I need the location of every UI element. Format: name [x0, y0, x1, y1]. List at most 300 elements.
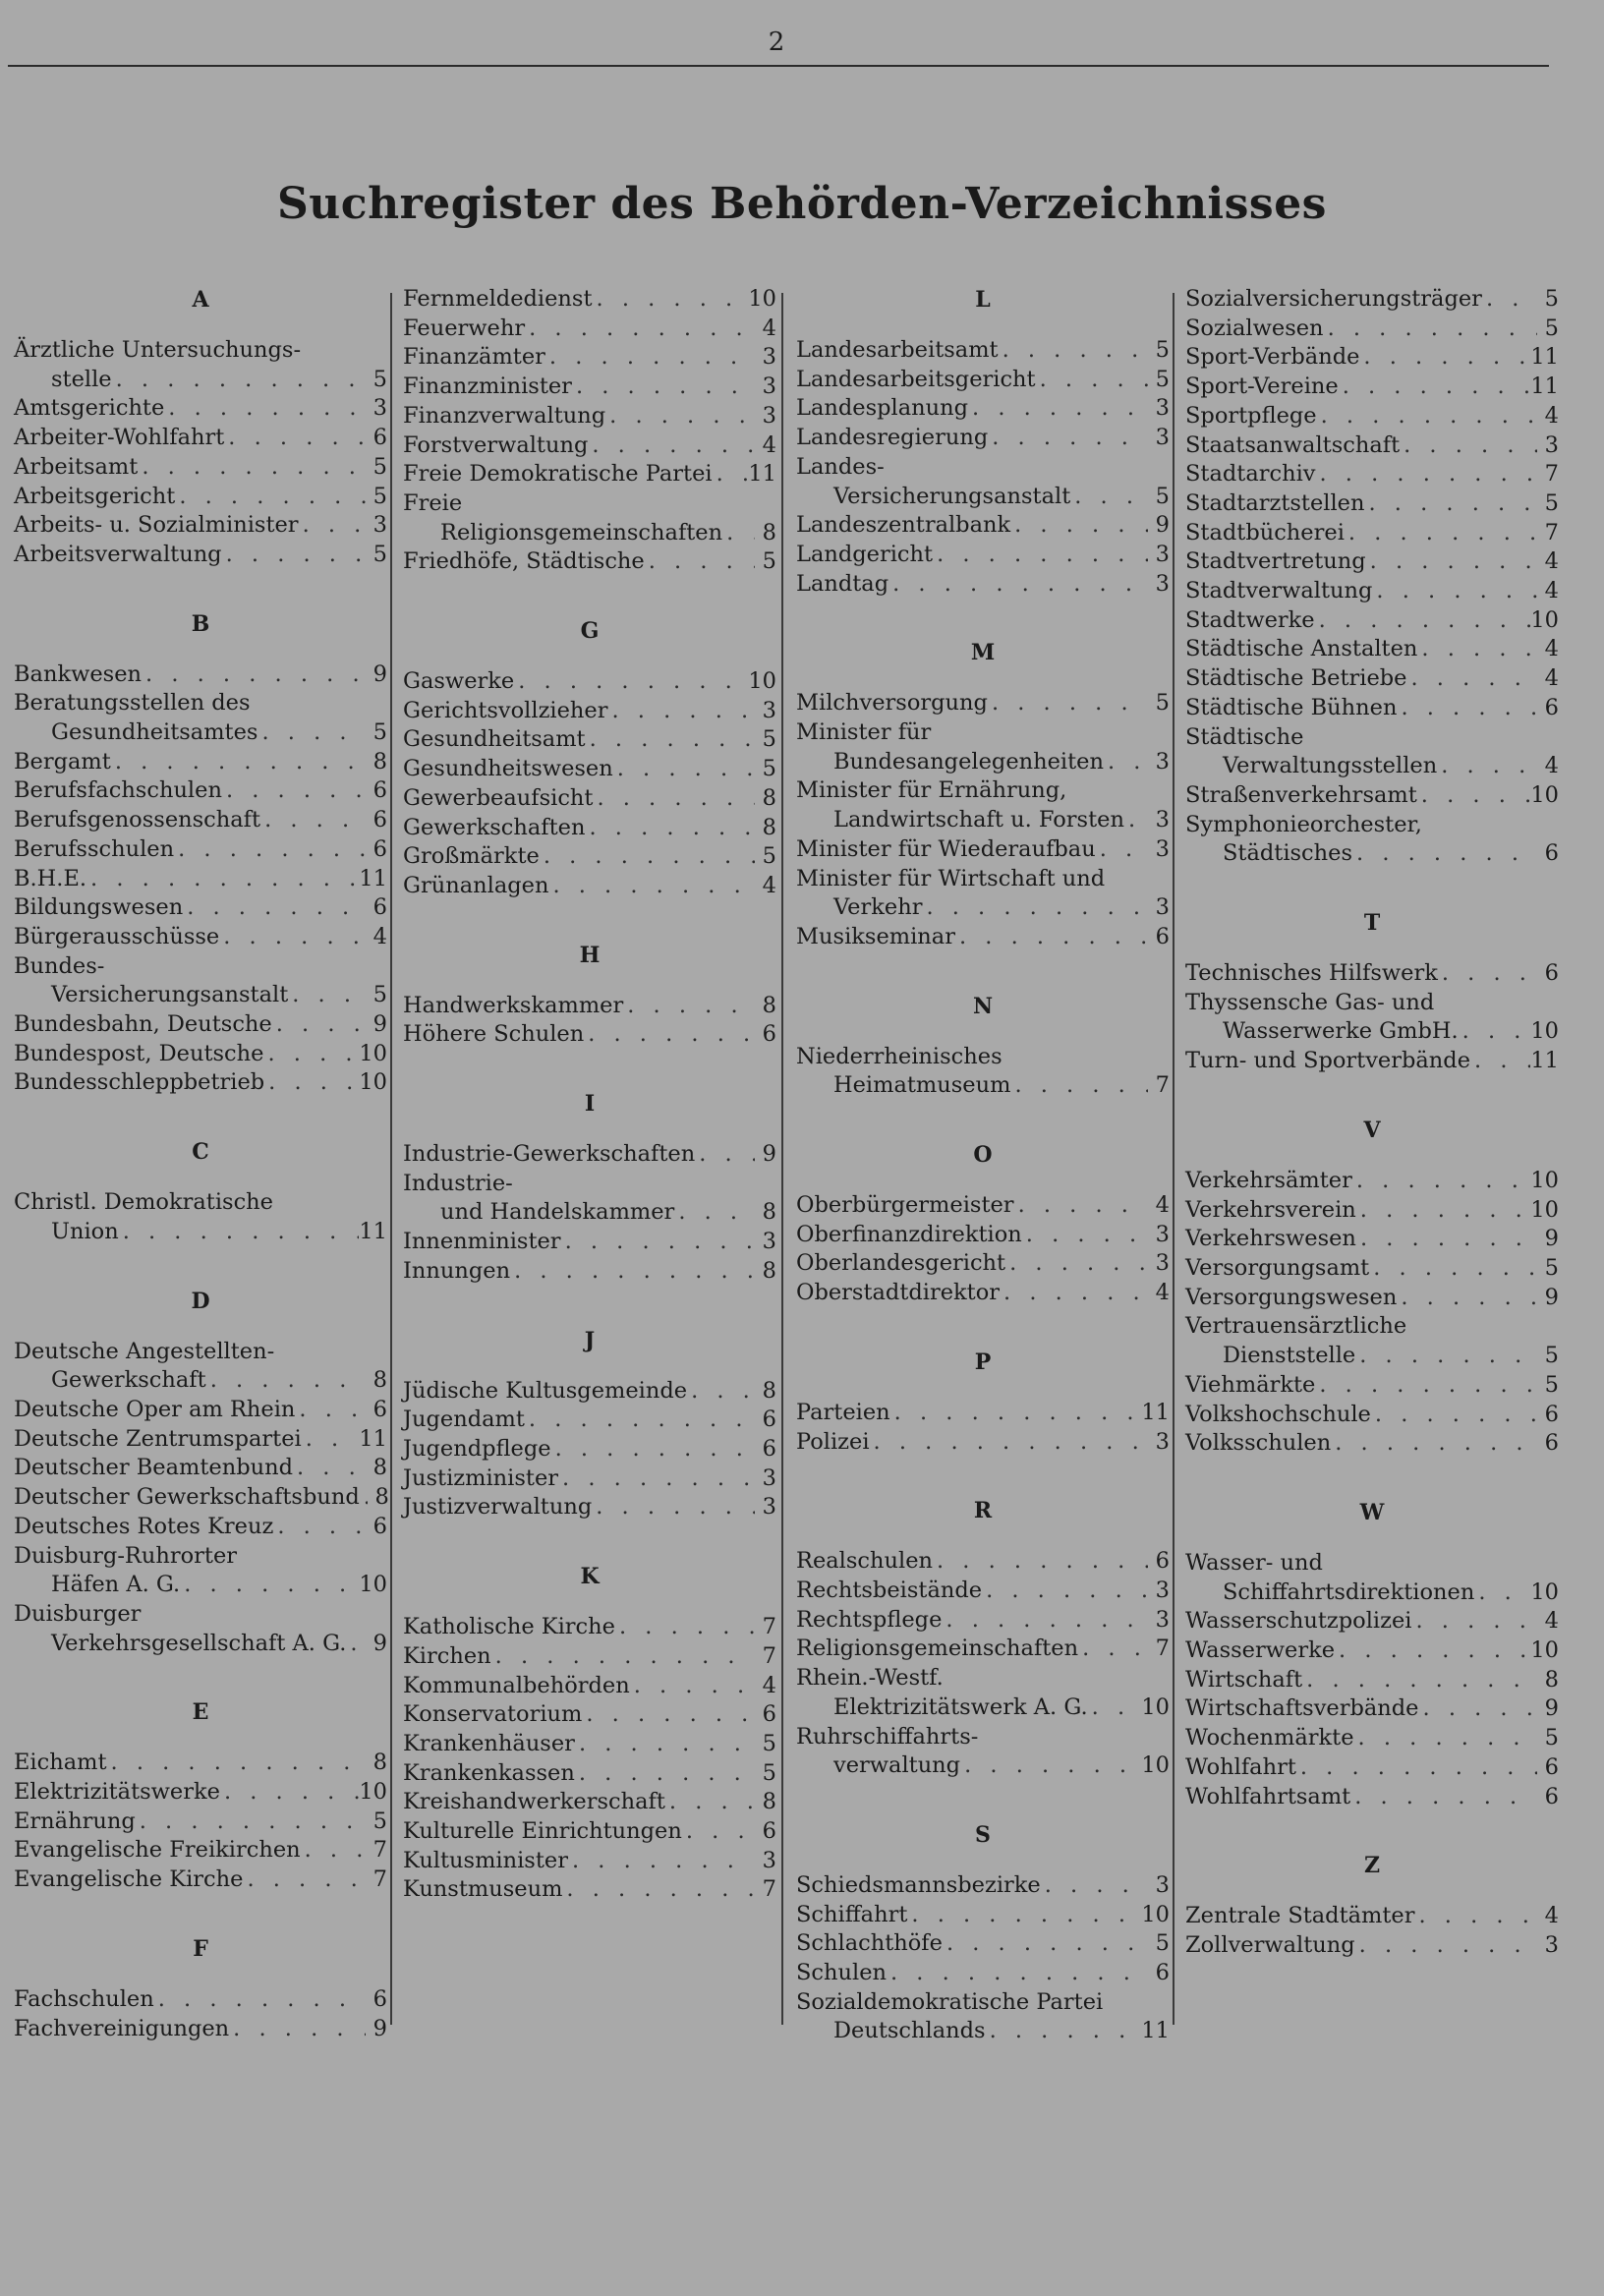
- column-divider-2: [781, 293, 783, 2025]
- entry-page-number: 9: [1544, 1695, 1559, 1722]
- index-entry: [14, 2015, 387, 2044]
- index-entry: [1185, 1607, 1559, 1636]
- entry-text: Landesregierung: [796, 425, 989, 451]
- index-entry: [403, 667, 776, 697]
- entry-text: Vertrauensärztliche: [1185, 1313, 1407, 1340]
- dot-leader: [1482, 285, 1537, 315]
- index-entry: [403, 1672, 776, 1701]
- entry-page-number: 7: [1544, 461, 1559, 488]
- entry-page-number: 6: [372, 425, 387, 451]
- entry-text: Landesplanung: [796, 395, 969, 422]
- entry-page-number: 6: [372, 777, 387, 804]
- dot-leader: [138, 453, 366, 483]
- entry-page-number: 4: [1544, 636, 1559, 662]
- dot-leader: [890, 1399, 1142, 1428]
- entry-page-number: 9: [1544, 1226, 1559, 1252]
- entry-text: Elektrizitätswerke: [14, 1779, 220, 1806]
- dot-leader: [1104, 748, 1148, 777]
- index-entry: [403, 1875, 776, 1905]
- entry-page-number: 10: [748, 668, 776, 695]
- index-entry: [14, 689, 387, 747]
- index-section: [14, 1287, 387, 1659]
- column-divider-3: [1173, 293, 1174, 2025]
- entry-page-number: 8: [372, 1750, 387, 1776]
- dot-leader: [260, 806, 366, 835]
- dot-leader: [1364, 489, 1537, 519]
- index-entry: [796, 1279, 1170, 1308]
- dot-leader: [922, 893, 1148, 923]
- index-entry: [1185, 694, 1559, 723]
- index-column-3: [796, 285, 1170, 2044]
- index-entry: [403, 1642, 776, 1672]
- dot-leader: [1078, 1635, 1148, 1664]
- dot-leader: [1438, 959, 1537, 989]
- entry-text: Ärztliche Untersuchungs-: [14, 337, 302, 363]
- entry-text: Gesundheitsamtes: [51, 719, 258, 746]
- entry-text: Realschulen: [796, 1548, 933, 1575]
- entry-page-number: 10: [1530, 1018, 1559, 1045]
- dot-leader: [1352, 839, 1537, 869]
- section-letter: G: [580, 618, 600, 645]
- entry-page-number: 8: [372, 1455, 387, 1481]
- entry-page-number: 3: [762, 1464, 776, 1491]
- index-entry: [403, 1435, 776, 1464]
- entry-page-number: 4: [1544, 402, 1559, 429]
- entry-text: Sportpflege: [1185, 402, 1317, 429]
- entry-page-number: 10: [359, 1779, 387, 1806]
- index-section: [796, 638, 1170, 951]
- entry-page-number: 5: [1155, 690, 1170, 717]
- entry-text: Duisburger: [14, 1600, 142, 1627]
- entry-text: Zollverwaltung: [1185, 1931, 1355, 1958]
- entry-text: und Handelskammer: [440, 1199, 675, 1226]
- index-entry: [1185, 811, 1559, 869]
- dot-leader: [933, 1547, 1148, 1577]
- entry-text: Evangelische Kirche: [14, 1866, 244, 1893]
- entry-page-number: 3: [1544, 431, 1559, 458]
- index-entry: [796, 453, 1170, 511]
- entry-text: Rechtspflege: [796, 1606, 943, 1633]
- entry-text: Arbeitsgericht: [14, 483, 176, 509]
- index-entry: [403, 1493, 776, 1522]
- entry-text: Oberstadtdirektor: [796, 1280, 1001, 1306]
- entry-page-number: 5: [372, 366, 387, 392]
- entry-text: Amtsgerichte: [14, 395, 165, 422]
- entry-text: Justizverwaltung: [403, 1494, 593, 1521]
- entry-text: Wasserschutzpolizei: [1185, 1608, 1412, 1635]
- entry-page-number: 3: [372, 512, 387, 539]
- dot-leader: [586, 725, 755, 755]
- entry-page-number: 11: [359, 1425, 387, 1452]
- entry-page-number: 7: [1155, 1636, 1170, 1662]
- index-entry: [1185, 1225, 1559, 1254]
- entry-text: Stadtbücherei: [1185, 519, 1345, 545]
- index-entry: [1185, 664, 1559, 694]
- entry-page-number: 5: [1544, 286, 1559, 312]
- entry-page-number: 8: [372, 748, 387, 775]
- entry-text: Wasserwerke GmbH.: [1223, 1018, 1459, 1045]
- index-section: [1185, 1116, 1559, 1459]
- entry-text: Landeszentralbank: [796, 512, 1011, 539]
- index-entry: [1185, 723, 1559, 781]
- dot-leader: [887, 1959, 1148, 1988]
- entry-text: Versorgungswesen: [1185, 1284, 1398, 1310]
- dot-leader: [175, 483, 366, 512]
- entry-text: Sozialversicherungsträger: [1185, 286, 1482, 312]
- dot-leader: [1407, 664, 1538, 694]
- entry-page-number: 9: [1155, 512, 1170, 539]
- section-letter: L: [975, 287, 991, 313]
- section-letter: Z: [1363, 1853, 1381, 1879]
- index-entry: [796, 1249, 1170, 1279]
- entry-page-number: 7: [762, 1642, 776, 1669]
- index-entry: [14, 511, 387, 541]
- index-entry: [796, 1428, 1170, 1458]
- dot-leader: [1345, 519, 1537, 548]
- entry-text: Industrie-: [403, 1170, 513, 1196]
- entry-text: Stadtvertretung: [1185, 548, 1366, 575]
- entry-page-number: 6: [1544, 1401, 1559, 1427]
- entry-page-number: 10: [1530, 1637, 1559, 1664]
- index-entry: [1185, 547, 1559, 577]
- entry-text: Landesarbeitsamt: [796, 337, 999, 363]
- entry-text: Schiedsmannsbezirke: [796, 1871, 1041, 1898]
- entry-page-number: 6: [372, 1396, 387, 1422]
- entry-page-number: 5: [372, 483, 387, 509]
- entry-page-number: 5: [372, 719, 387, 746]
- dot-leader: [1335, 1636, 1530, 1666]
- entry-text: Versicherungsanstalt: [51, 982, 289, 1008]
- dot-leader: [593, 285, 749, 315]
- entry-text: Finanzämter: [403, 344, 545, 371]
- section-letter: R: [973, 1498, 993, 1524]
- entry-page-number: 5: [1155, 483, 1170, 509]
- entry-page-number: 9: [762, 1141, 776, 1168]
- entry-text: Minister für Wirtschaft und: [796, 865, 1106, 891]
- dot-leader: [986, 2017, 1142, 2046]
- entry-text: Elektrizitätswerk A. G.: [833, 1693, 1088, 1720]
- index-entry: [14, 952, 387, 1010]
- index-entry: [1185, 1783, 1559, 1812]
- section-letter: S: [975, 1821, 991, 1848]
- dot-leader: [561, 1228, 755, 1257]
- entry-text: Krankenhäuser: [403, 1730, 575, 1756]
- index-entry: [403, 1788, 776, 1817]
- dot-leader: [111, 748, 366, 777]
- index-entry: [796, 1635, 1170, 1664]
- dot-leader: [142, 660, 366, 690]
- entry-page-number: 8: [1544, 1666, 1559, 1693]
- dot-leader: [1315, 460, 1537, 489]
- index-entry: [14, 776, 387, 806]
- dot-leader: [302, 1425, 360, 1455]
- dot-leader: [645, 547, 755, 577]
- index-entry: [14, 660, 387, 690]
- entry-text: Landtag: [796, 570, 889, 597]
- entry-text: Städtische Anstalten: [1185, 636, 1418, 662]
- entry-text: Bundes-: [14, 952, 105, 979]
- entry-page-number: 5: [762, 1759, 776, 1786]
- entry-text: Landwirtschaft u. Forsten: [833, 807, 1124, 833]
- section-letter: B: [191, 610, 210, 637]
- dot-leader: [243, 1866, 366, 1895]
- index-entry: [403, 1817, 776, 1847]
- entry-page-number: 3: [1155, 748, 1170, 775]
- entry-text: Krankenkassen: [403, 1759, 575, 1786]
- entry-page-number: 3: [762, 697, 776, 723]
- index-entry: [403, 992, 776, 1021]
- entry-page-number: 9: [372, 1630, 387, 1656]
- page-title: Suchregister des Behörden-Verzeichnisses: [277, 179, 1327, 229]
- entry-page-number: 10: [1141, 1693, 1170, 1720]
- entry-page-number: 3: [1155, 1871, 1170, 1898]
- entry-text: Deutsche Angestellten-: [14, 1338, 275, 1364]
- entry-text: Innenminister: [403, 1229, 561, 1255]
- index-section: [796, 1348, 1170, 1457]
- entry-text: Katholische Kirche: [403, 1614, 615, 1640]
- entry-text: verwaltung: [833, 1752, 961, 1779]
- entry-text: Stadtarchiv: [1185, 461, 1316, 488]
- entry-page-number: 5: [1155, 1930, 1170, 1957]
- dot-leader: [1000, 1279, 1148, 1308]
- dot-leader: [551, 1435, 755, 1464]
- dot-leader: [263, 1040, 359, 1069]
- index-entry: [1185, 635, 1559, 664]
- dot-leader: [525, 1406, 755, 1435]
- dot-leader: [613, 755, 755, 784]
- entry-text: Wohlfahrt: [1185, 1753, 1296, 1780]
- entry-text: Minister für: [796, 719, 932, 746]
- index-entry: [403, 1020, 776, 1050]
- index-entry: [14, 453, 387, 483]
- entry-page-number: 5: [372, 541, 387, 567]
- dot-leader: [222, 541, 366, 570]
- dot-leader: [1339, 373, 1531, 402]
- index-entry: [403, 315, 776, 344]
- index-entry: [403, 1170, 776, 1228]
- index-entry: [1185, 460, 1559, 489]
- index-section: [14, 1934, 387, 2043]
- index-entry: [1185, 1666, 1559, 1695]
- entry-page-number: 9: [372, 660, 387, 687]
- entry-page-number: 6: [372, 835, 387, 862]
- dot-leader: [360, 1483, 368, 1513]
- index-entry: [403, 343, 776, 373]
- index-entry: [403, 1700, 776, 1730]
- index-entry: [1185, 489, 1559, 519]
- page-number: 2: [768, 28, 785, 57]
- index-section: [403, 1089, 776, 1287]
- entry-text: Wirtschaft: [1185, 1666, 1303, 1693]
- entry-page-number: 11: [1530, 1048, 1559, 1074]
- index-entry: [796, 1988, 1170, 2046]
- entry-text: Heimatmuseum: [833, 1072, 1011, 1099]
- entry-page-number: 9: [1544, 1284, 1559, 1310]
- index-entry: [403, 431, 776, 461]
- dot-leader: [136, 1808, 366, 1837]
- dot-leader: [299, 511, 366, 541]
- index-entry: [403, 755, 776, 784]
- entry-page-number: 4: [762, 1672, 776, 1698]
- entry-text: Stadtverwaltung: [1185, 578, 1373, 604]
- entry-text: Schulen: [796, 1960, 887, 1986]
- entry-text: Berufsgenossenschaft: [14, 807, 261, 833]
- entry-page-number: 4: [1544, 548, 1559, 575]
- index-entry: [796, 923, 1170, 952]
- entry-page-number: 3: [1155, 395, 1170, 422]
- dot-leader: [540, 842, 755, 872]
- index-entry: [14, 923, 387, 952]
- dot-leader: [1315, 1371, 1537, 1401]
- dot-leader: [1474, 1578, 1530, 1608]
- entry-text: Friedhöfe, Städtische: [403, 548, 645, 575]
- dot-leader: [1459, 1017, 1531, 1047]
- index-entry: [14, 893, 387, 923]
- entry-text: Verkehrsverein: [1185, 1196, 1356, 1223]
- dot-leader: [1415, 1902, 1538, 1931]
- index-entry: [403, 373, 776, 402]
- index-entry: [796, 718, 1170, 776]
- dot-leader: [665, 1788, 755, 1817]
- index-section: [14, 609, 387, 1099]
- index-section: [403, 1562, 776, 1905]
- entry-page-number: 5: [762, 548, 776, 575]
- dot-leader: [1331, 1429, 1537, 1459]
- entry-text: Bankwesen: [14, 660, 143, 687]
- dot-leader: [687, 1377, 755, 1406]
- index-entry: [403, 1730, 776, 1759]
- index-column-1: [14, 285, 389, 2041]
- entry-page-number: 10: [1530, 1167, 1559, 1193]
- index-entry: [403, 489, 776, 547]
- entry-text: Jugendamt: [403, 1406, 525, 1433]
- entry-text: Dienststelle: [1223, 1343, 1356, 1369]
- entry-page-number: 4: [1155, 1192, 1170, 1219]
- entry-text: Viehmärkte: [1185, 1371, 1316, 1398]
- entry-text: Deutsches Rotes Kreuz: [14, 1513, 274, 1539]
- entry-page-number: 11: [359, 865, 387, 891]
- dot-leader: [525, 315, 755, 344]
- dot-leader: [575, 1730, 755, 1759]
- entry-text: Wochenmärkte: [1185, 1725, 1354, 1751]
- index-entry: [1185, 1371, 1559, 1401]
- dot-leader: [585, 814, 755, 843]
- entry-text: Oberbürgermeister: [796, 1192, 1014, 1219]
- dot-leader: [575, 1759, 755, 1789]
- entry-text: Verkehrsämter: [1185, 1167, 1352, 1193]
- dot-leader: [1010, 511, 1148, 541]
- index-section: [1185, 285, 1559, 869]
- entry-text: Bürgerausschüsse: [14, 923, 220, 949]
- entry-text: Christl. Demokratische: [14, 1189, 273, 1216]
- index-entry: [403, 1257, 776, 1287]
- entry-page-number: 4: [1544, 578, 1559, 604]
- entry-page-number: 7: [372, 1866, 387, 1893]
- index-entry: [14, 1542, 387, 1600]
- index-entry: [1185, 1254, 1559, 1284]
- dot-leader: [1005, 1249, 1148, 1279]
- entry-text: Wohlfahrtsamt: [1185, 1783, 1351, 1809]
- entry-page-number: 4: [1544, 665, 1559, 692]
- index-entry: [796, 1664, 1170, 1722]
- index-entry: [403, 1759, 776, 1789]
- entry-text: Eichamt: [14, 1750, 107, 1776]
- dot-leader: [514, 667, 748, 697]
- entry-text: Bundesschleppbetrieb: [14, 1069, 265, 1096]
- index-entry: [14, 1749, 387, 1778]
- entry-text: Religionsgemeinschaften: [440, 519, 723, 545]
- entry-text: Deutscher Beamtenbund: [14, 1455, 293, 1481]
- entry-page-number: 8: [762, 1199, 776, 1226]
- index-entry: [1185, 1196, 1559, 1226]
- index-entry: [1185, 989, 1559, 1047]
- index-entry: [796, 776, 1170, 834]
- index-entry: [796, 570, 1170, 600]
- index-entry: [796, 336, 1170, 366]
- entry-page-number: 8: [762, 784, 776, 811]
- entry-text: Versicherungsanstalt: [833, 483, 1071, 509]
- dot-leader: [86, 865, 359, 894]
- dot-leader: [1356, 1196, 1531, 1226]
- section-letter: I: [584, 1091, 596, 1118]
- dot-leader: [1036, 366, 1148, 395]
- entry-text: Gesundheitswesen: [403, 756, 613, 782]
- entry-page-number: 5: [1544, 1725, 1559, 1751]
- entry-text: Bundespost, Deutsche: [14, 1040, 264, 1066]
- dot-leader: [1010, 1071, 1148, 1101]
- section-letter: W: [1359, 1499, 1385, 1525]
- entry-text: Ernährung: [14, 1808, 136, 1834]
- entry-text: Stadtwerke: [1185, 606, 1315, 633]
- entry-page-number: 6: [762, 1435, 776, 1462]
- entry-page-number: 8: [762, 992, 776, 1018]
- dot-leader: [623, 992, 755, 1021]
- entry-page-number: 3: [1155, 1606, 1170, 1633]
- entry-page-number: 5: [762, 726, 776, 753]
- entry-page-number: 4: [1155, 1280, 1170, 1306]
- index-entry: [14, 1866, 387, 1895]
- index-entry: [796, 511, 1170, 541]
- index-entry: [1185, 1549, 1559, 1607]
- index-entry: [14, 394, 387, 424]
- dot-leader: [592, 1493, 755, 1522]
- index-entry: [403, 402, 776, 431]
- entry-text: Freie: [403, 489, 463, 516]
- dot-leader: [1400, 431, 1537, 461]
- dot-leader: [1355, 1342, 1537, 1371]
- dot-leader: [870, 1428, 1148, 1458]
- dot-leader: [206, 1366, 366, 1396]
- entry-text: Thyssensche Gas- und: [1185, 989, 1435, 1015]
- index-section: [403, 285, 776, 577]
- index-entry: [1185, 373, 1559, 402]
- entry-page-number: 6: [1155, 923, 1170, 949]
- entry-page-number: 3: [372, 395, 387, 422]
- entry-text: Kommunalbehörden: [403, 1672, 630, 1698]
- entry-text: Landgericht: [796, 541, 934, 567]
- entry-text: Niederrheinisches: [796, 1043, 1002, 1069]
- dot-leader: [545, 343, 755, 373]
- dot-leader: [943, 1929, 1148, 1959]
- entry-page-number: 6: [1155, 1548, 1170, 1575]
- entry-text: Kulturelle Einrichtungen: [403, 1818, 682, 1845]
- index-section: [403, 941, 776, 1050]
- entry-page-number: 9: [372, 1011, 387, 1038]
- entry-text: Stadtarztstellen: [1185, 489, 1365, 516]
- section-letter: D: [191, 1288, 210, 1314]
- entry-page-number: 10: [1530, 1578, 1559, 1605]
- index-entry: [796, 1901, 1170, 1930]
